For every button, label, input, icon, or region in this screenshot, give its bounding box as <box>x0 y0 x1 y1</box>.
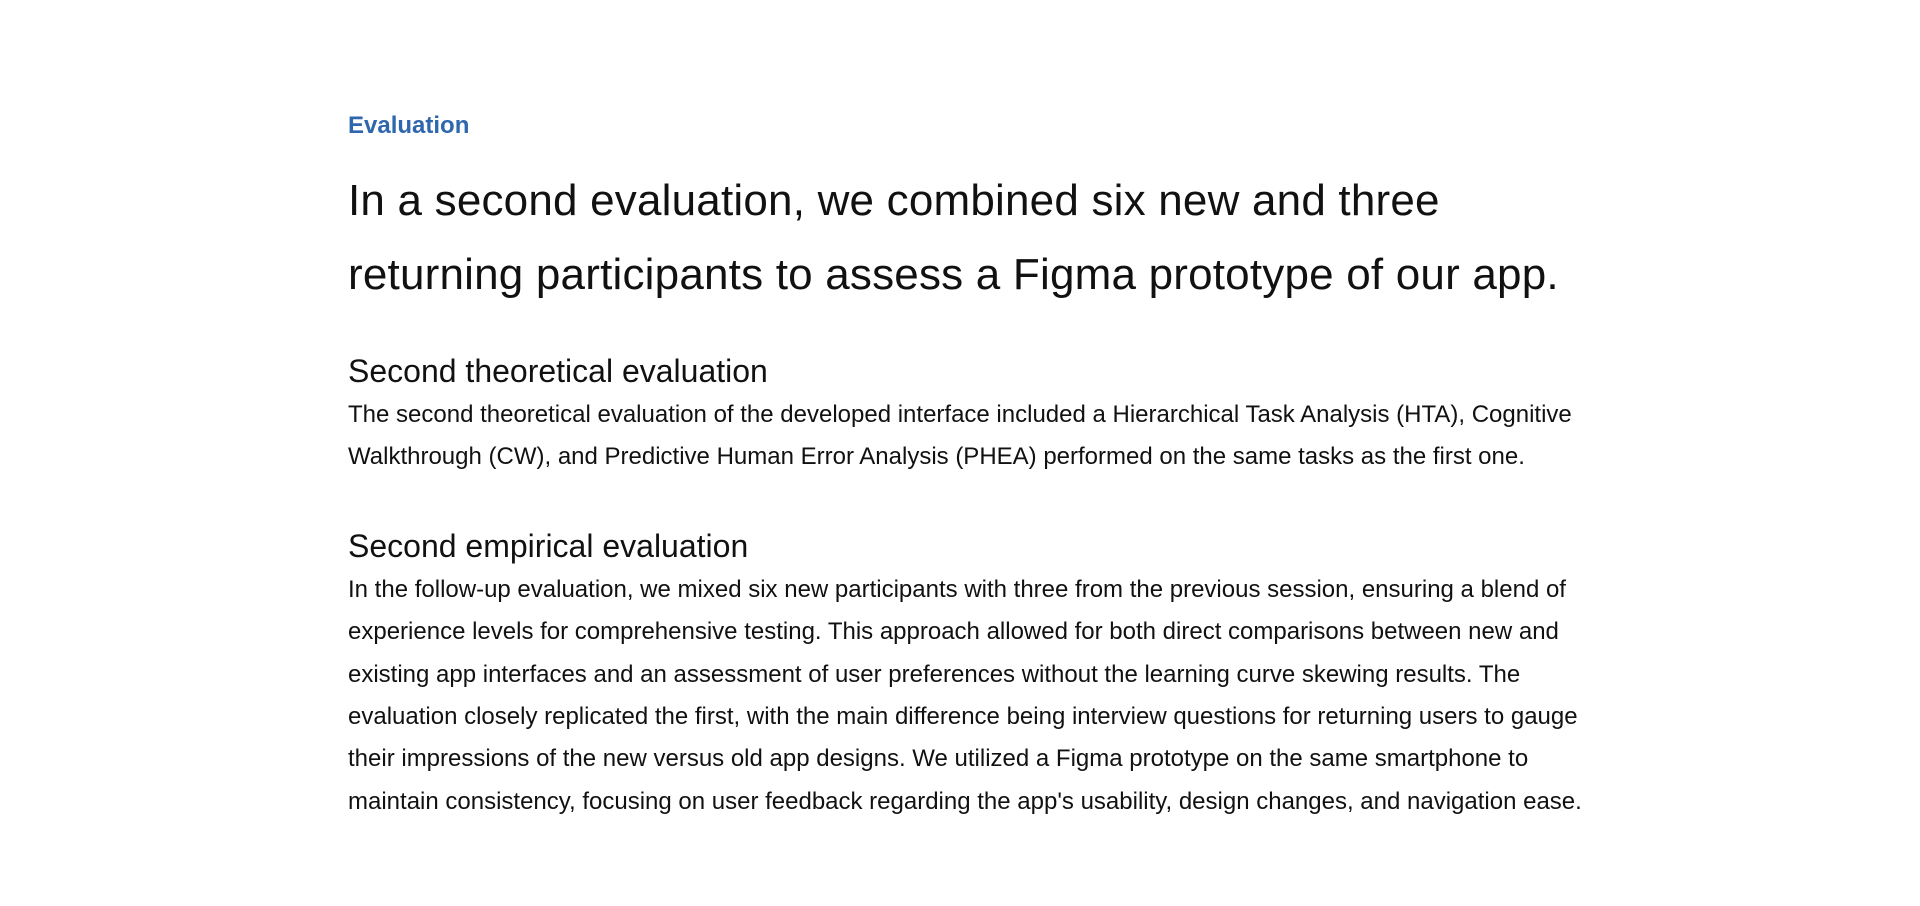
evaluation-content <box>348 106 1588 823</box>
theoretical-evaluation-section <box>348 350 1588 479</box>
empirical-evaluation-text: In the follow-up evaluation, we mixed six new participants with three from the previous session, ensuring a blend of experience levels for comprehensive testing. This approach allowed for both direct comparisons between new and existing app interfaces and an assessment of user preferences without the learning curve skewing results. The evaluation closely replicated the first, with the main difference being interview questions for returning users to gauge their impressions of the new versus old app designs. We utilized a Figma prototype on the same smartphone to maintain consistency, focusing on user feedback regarding the app's usability, design changes, and navigation ease. <box>348 575 1582 815</box>
empirical-evaluation-section <box>348 525 1588 823</box>
page-headline: In a second evaluation, we combined six new and three returning participants to assess a Figma prototype of our app. <box>348 176 1559 299</box>
section-eyebrow: Evaluation <box>348 112 470 139</box>
theoretical-evaluation-text: The second theoretical evaluation of the developed interface included a Hierarchical Task Analysis (HTA), Cognitive Walkthrough (CW), and Predictive Human Error Analysis (PHEA) performed on the same tasks as the first one. <box>348 401 1572 471</box>
theoretical-evaluation-title: Second theoretical evaluation <box>348 353 768 389</box>
empirical-evaluation-title: Second empirical evaluation <box>348 527 749 564</box>
